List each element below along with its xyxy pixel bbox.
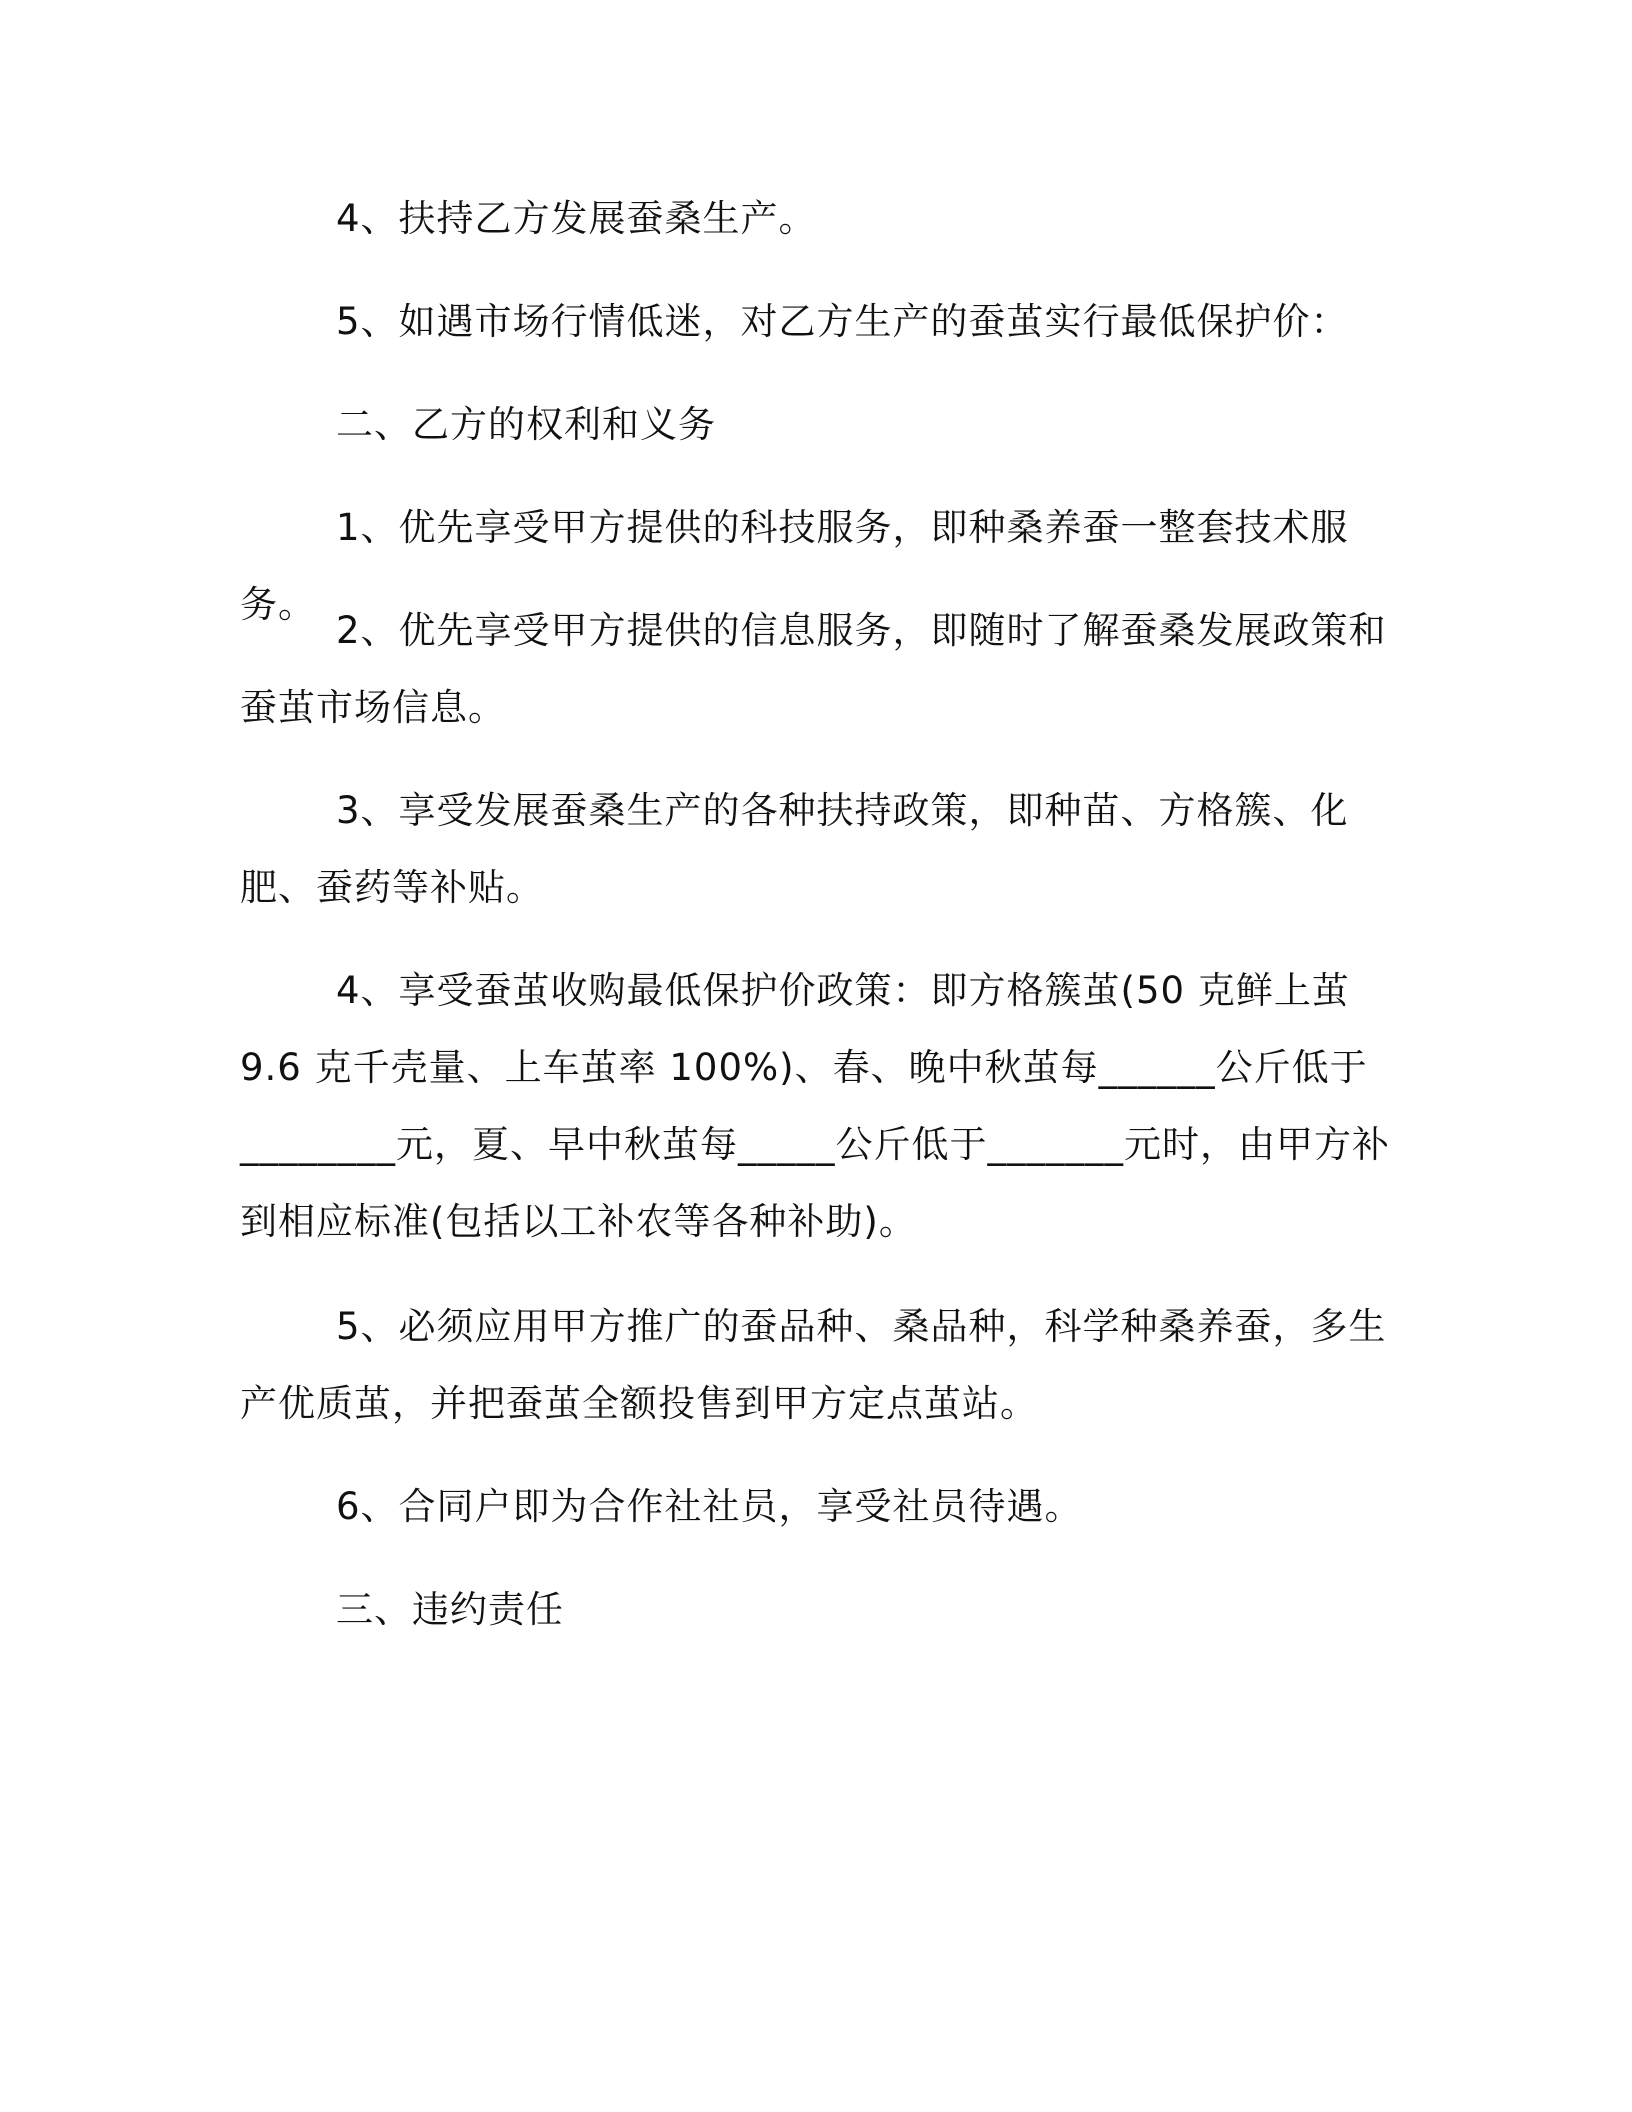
- paragraph-right-2: 2、优先享受甲方提供的信息服务，即随时了解蚕桑发展政策和蚕茧市场信息。: [240, 609, 1387, 729]
- paragraph-item-4-support: 4、扶持乙方发展蚕桑生产。: [336, 197, 817, 240]
- paragraph-right-6: 6、合同户即为合作社社员，享受社员待遇。: [336, 1485, 1083, 1528]
- paragraph-right-5: 5、必须应用甲方推广的蚕品种、桑品种，科学种桑养蚕，多生产优质茧，并把蚕茧全额投售到甲方定点茧站。: [240, 1305, 1387, 1425]
- paragraph-right-3: 3、享受发展蚕桑生产的各种扶持政策，即种苗、方格簇、化肥、蚕药等补贴。: [240, 789, 1349, 909]
- section-heading-2: 二、乙方的权利和义务: [336, 403, 716, 446]
- paragraph-right-4: 4、享受蚕茧收购最低保护价政策：即方格簇茧(50 克鲜上茧 9.6 克千壳量、上车茧率 100%)、春、晚中秋茧每______公斤低于________元，夏、早中秋茧每_____公斤低于_______元时，由甲方补到相应标准(包括以工补农等各种补助)。: [240, 969, 1390, 1243]
- section-heading-3: 三、违约责任: [336, 1588, 564, 1631]
- paragraph-right-1: 1、优先享受甲方提供的科技服务，即种桑养蚕一整套技术服务。: [240, 506, 1349, 626]
- paragraph-item-5-price: 5、如遇市场行情低迷，对乙方生产的蚕茧实行最低保护价：: [336, 300, 1349, 343]
